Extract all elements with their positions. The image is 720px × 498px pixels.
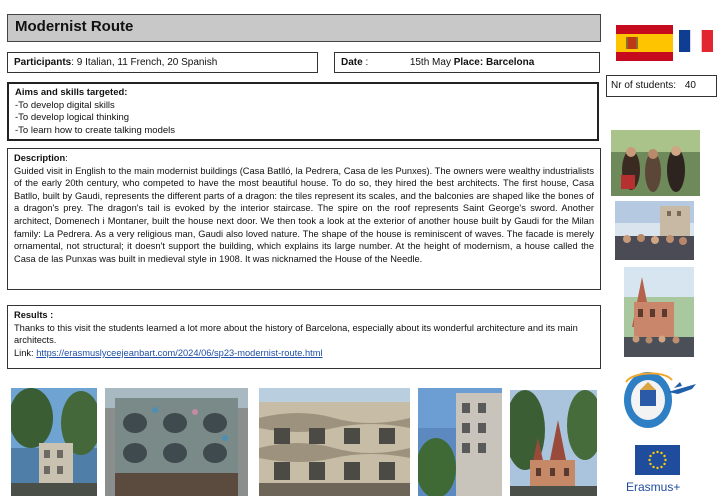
france-flag-icon <box>679 30 713 52</box>
photo-casa-batllo-facade <box>105 388 248 496</box>
date-value: 15th May <box>409 57 451 68</box>
photo-students-street <box>611 130 700 196</box>
photo-casa-batllo-trees <box>11 388 97 496</box>
description-text: Guided visit in English to the main modernist buildings (Casa Batlló, la Pedrera, Casa de les Punxes). The owners were wealthy industrialists of the early 20th century, who competed to have the most beautiful house. To do so, they hired the best architects. The first house, Casa Batllo, built by Gaudi, represents the different parts of a dragon: the tiles represent its scales, and the balconies are shaped like the bones of a dragon's prey. The dragon's tail is evoked by the interior staircase. The spire on the roof represents Saint George's sword. Another architect, Domenech i Montaner, built the house next door. We then took a look at the exterior of another house built by Gaudi for the Milan family: La Pedrera. As a very religious man, Gaudi also loved nature. The shape of the house is reminiscent of waves. The facade is merely ornamental, not structural; it doesn't support the building, which explains its large number. At the height of modernism, a house called the Casa de las Punxas was built in medieval style in 1908. It was nicknamed the House of the Needle. <box>14 165 594 264</box>
students-count-box <box>606 75 717 97</box>
aims-item: -To learn how to create talking models <box>15 124 175 136</box>
aims-item: -To develop digital skills <box>15 99 115 111</box>
photo-la-pedrera <box>259 388 410 496</box>
description-box: Description: Guided visit in English to the main modernist buildings (Casa Batlló, la Pedrera, Casa de les Punxes). The owners were wealthy industrialists of the early 20th century, who competed to have the most beautiful house. To do so, they hired the best architects. The first house, Casa Batllo, built by Gaudi, represents the different parts of a dragon: the tiles represent its scales, and the balconies are shaped like the bones of a dragon's prey. The dragon's tail is evoked by the interior staircase. The spire on the roof represents Saint George's sword. Another architect, Domenech i Montaner, built the house next door. We then took a look at the exterior of another house built by Gaudi for the Milan family: La Pedrera. As a very religious man, Gaudi also loved nature. The shape of the house is reminiscent of waves. The facade is merely ornamental, not structural; it doesn't support the building, which explains its large number. At the height of modernism, a house called the Casa de las Punxas was built in medieval style in 1908. It was nicknamed the House of the Needle. <box>7 148 601 290</box>
photo-casa-punxes-towers <box>510 390 597 496</box>
photo-tower-facade <box>418 388 502 496</box>
erasmus-logo-text: Erasmus+ <box>626 480 681 494</box>
participants-label: Participants <box>14 57 72 68</box>
date-place-box <box>334 52 600 73</box>
participants-value: : 9 Italian, 11 French, 20 Spanish <box>71 57 218 68</box>
page-title <box>7 14 601 42</box>
spain-flag-icon <box>616 25 673 61</box>
place-value: Barcelona <box>485 57 535 68</box>
participants-box <box>7 52 318 73</box>
students-label: Nr of students: <box>611 80 677 91</box>
eu-flag-icon <box>635 445 680 475</box>
results-link[interactable]: https://erasmuslyceejeanbart.com/2024/06/sp23-modernist-route.html <box>36 347 323 358</box>
date-colon: : <box>365 57 369 68</box>
date-label: Date <box>341 57 363 68</box>
description-heading: Description <box>14 153 66 163</box>
place-label: Place: <box>453 57 484 68</box>
students-value: 40 <box>684 80 696 91</box>
photo-casa-punxes <box>624 267 694 357</box>
photo-group-square <box>615 201 694 260</box>
project-logo-icon <box>612 362 700 436</box>
results-link-label: Link: <box>14 347 37 358</box>
page-title-text: Modernist Route <box>15 18 134 35</box>
results-heading: Results <box>14 310 48 320</box>
aims-heading: Aims and skills targeted: <box>15 87 128 98</box>
aims-box <box>7 82 599 141</box>
results-text: Thanks to this visit the students learned a lot more about the history of Barcelona, especially about its wonderful architecture and its main architects. <box>14 322 578 346</box>
results-box: Results : Thanks to this visit the students learned a lot more about the history of Barcelona, especially about its wonderful architecture and its main architects. Link: https://erasmuslyceejeanbart.com/2024/06/sp23-modernist-route.html <box>7 305 601 369</box>
aims-item: -To develop logical thinking <box>15 112 130 123</box>
